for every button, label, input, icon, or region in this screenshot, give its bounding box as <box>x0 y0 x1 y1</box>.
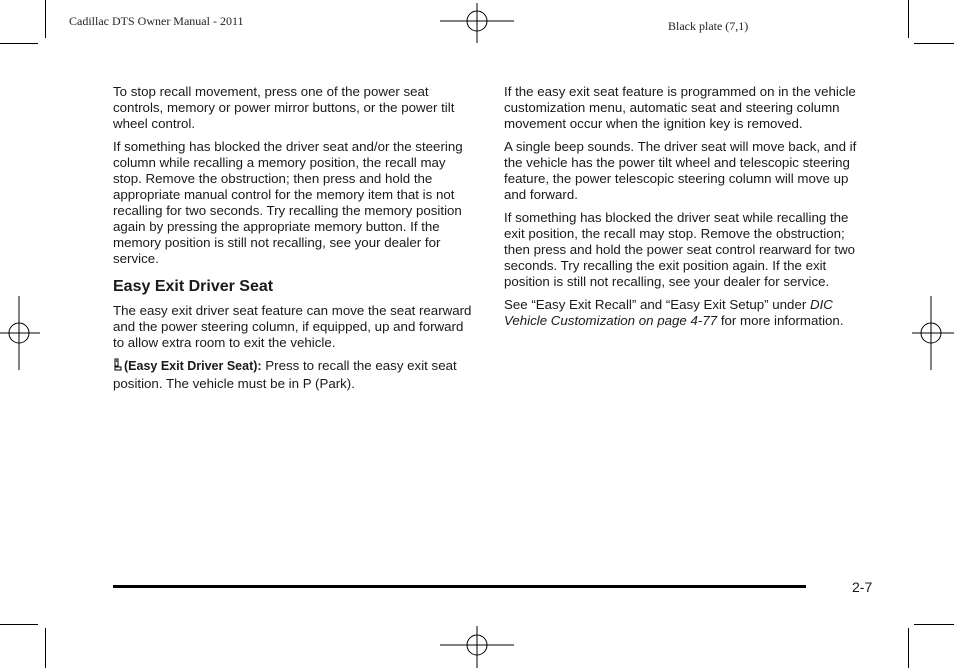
paragraph-see-also <box>504 297 866 329</box>
crop-mark <box>45 0 46 38</box>
manual-title: Cadillac DTS Owner Manual - 2011 <box>69 14 244 28</box>
page-number: 2-7 <box>852 579 873 595</box>
left-column <box>113 84 475 399</box>
see-also-text: See “Easy Exit Recall” and “Easy Exit Setup” under <box>504 297 807 312</box>
paragraph-blocked-memory: If something has blocked the driver seat and/or the steering column while recalling a memory position, the recall may stop. Remove the obstruction; then press and hold the appropriate manual control for the memory item that is not recalling for two seconds. Try recalling the memory position again by pressing the appropriate memory button. If the memory position is still not recalling, see your dealer for service. <box>113 139 463 266</box>
registration-mark-top <box>440 3 514 43</box>
crop-mark <box>908 0 909 38</box>
plate-label: Black plate (7,1) <box>668 19 749 33</box>
paragraph-easy-exit-intro: The easy exit driver seat feature can move the seat rearward and the power steering column, if equipped, up and forward to allow extra room to exit the vehicle. <box>113 303 472 350</box>
footer-rule <box>113 585 806 588</box>
registration-mark-bottom <box>440 626 514 668</box>
easy-exit-description: Press to recall the easy exit seat position. The vehicle must be in P (Park). <box>113 358 457 391</box>
paragraph-beep: A single beep sounds. The driver seat will move back, and if the vehicle has the power tilt wheel and telescopic steering feature, the power telescopic steering column will move up and forward. <box>504 139 857 202</box>
crop-mark <box>914 43 954 44</box>
crop-mark <box>0 43 38 44</box>
paragraph-blocked-exit: If something has blocked the driver seat while recalling the exit position, the recall may stop. Remove the obstruction; then press and hold the power seat control rearward for two seconds. Try recalling the exit position again. If the exit position is still not recalling, see your dealer for service. <box>504 210 856 289</box>
crop-mark <box>914 624 954 625</box>
section-heading: Easy Exit Driver Seat <box>113 278 274 295</box>
see-also-suffix: for more information. <box>720 313 844 328</box>
registration-mark-left <box>0 296 40 370</box>
right-column <box>504 84 866 336</box>
crop-mark <box>0 624 38 625</box>
crop-mark <box>908 628 909 668</box>
easy-exit-seat-icon <box>113 358 122 376</box>
easy-exit-term: (Easy Exit Driver Seat): <box>124 359 262 373</box>
paragraph-stop-recall: To stop recall movement, press one of the power seat controls, memory or power mirror buttons, or the power tilt wheel control. <box>113 84 455 131</box>
crop-mark <box>45 628 46 668</box>
paragraph-easy-exit-button <box>113 358 475 392</box>
cross-reference-link[interactable]: DIC Vehicle Customization on page 4-77 <box>504 297 833 328</box>
paragraph-customization: If the easy exit seat feature is programmed on in the vehicle customization menu, automatic seat and steering column movement occur when the ignition key is removed. <box>504 84 856 131</box>
registration-mark-right <box>912 296 954 370</box>
